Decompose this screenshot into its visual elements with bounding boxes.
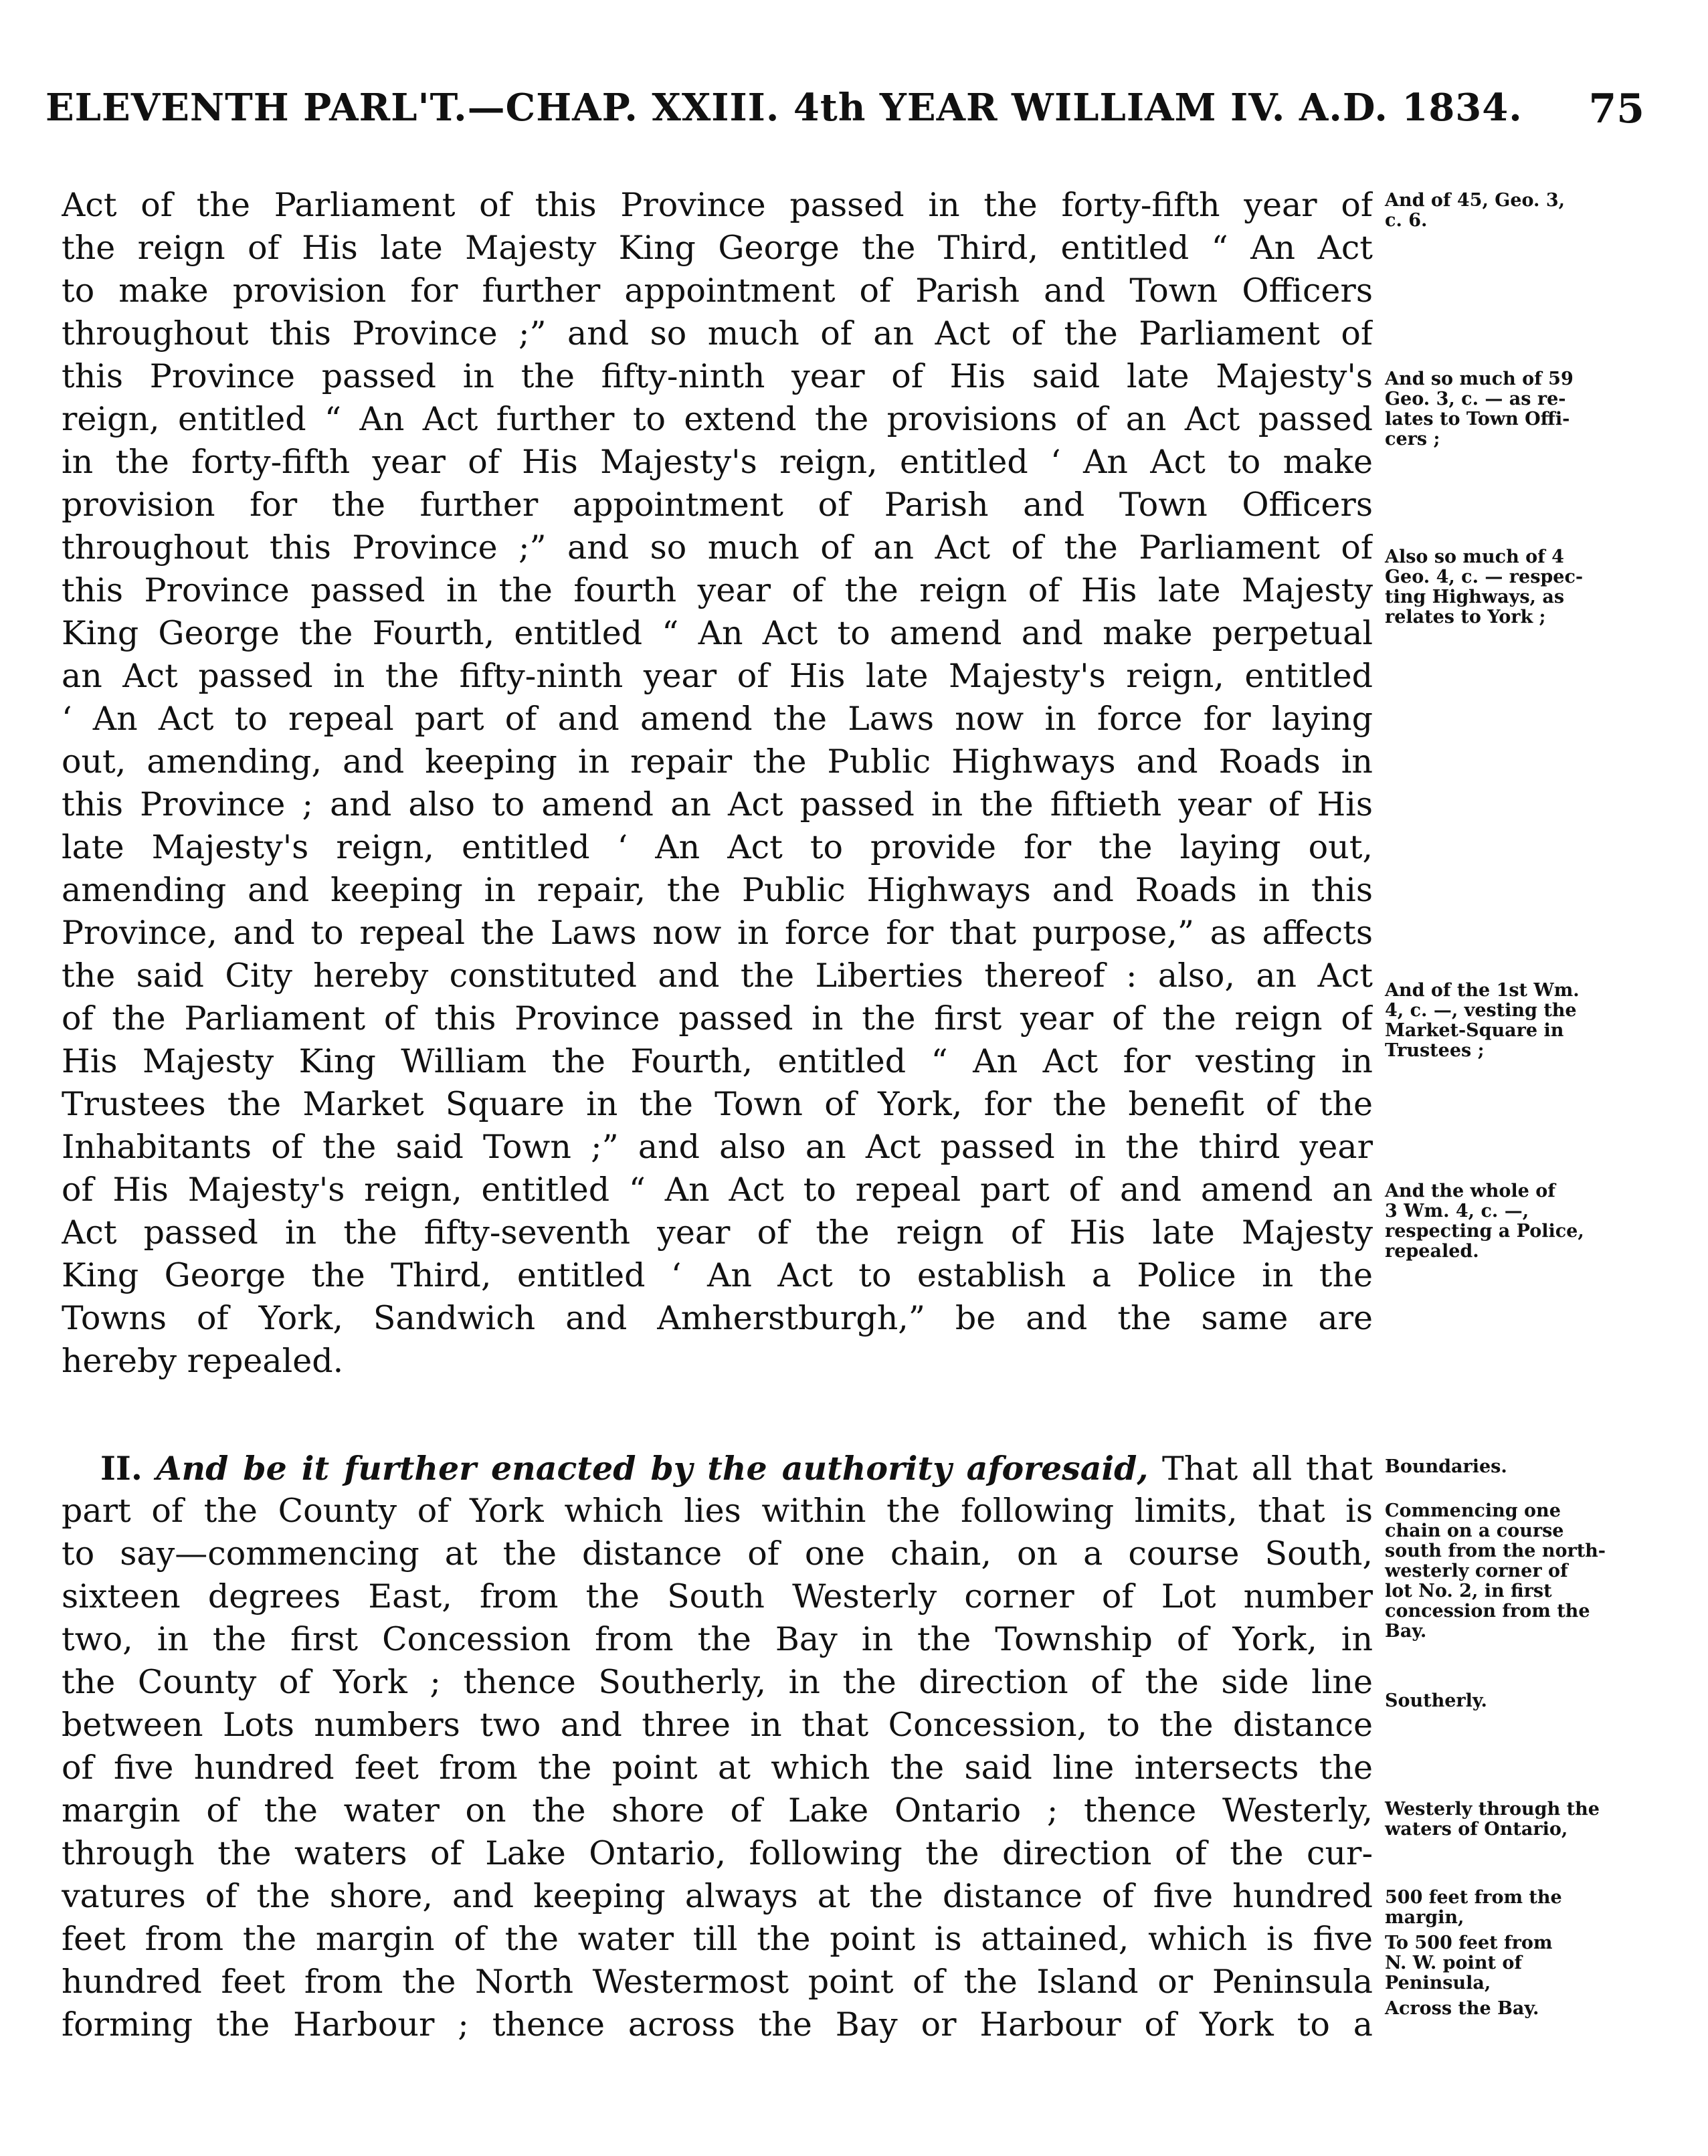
margin-note: Commencing one chain on a course south from the north- westerly corner of lot No. 2, in first concession from the Bay.: [1385, 1500, 1606, 1642]
text-line: this Province ; and also to amend an Act passed in the fiftieth year of His: [62, 785, 1373, 823]
margin-note: Also so much of 4 Geo. 4, c. — respec- ting Highways, as relates to York ;: [1385, 547, 1584, 627]
first-line-rest: That all that: [1162, 1450, 1373, 1488]
text-line: the said City hereby constituted and the Liberties thereof : also, an Act: [62, 957, 1373, 995]
margin-note: To 500 feet from N. W. point of Peninsula,: [1385, 1933, 1553, 1993]
section-2-first-line: [100, 1447, 1373, 1490]
text-line: forming the Harbour ; thence across the Bay or Harbour of York to a: [62, 2005, 1373, 2044]
text-line: in the forty-fifth year of His Majesty's reign, entitled ‘ An Act to make: [62, 443, 1373, 481]
text-line: hereby repealed.: [62, 1342, 344, 1380]
enacting-clause: And be it further enacted by the authority aforesaid,: [156, 1449, 1149, 1488]
text-line: to make provision for further appointment of Parish and Town Officers: [62, 272, 1373, 310]
margin-note: And the whole of 3 Wm. 4, c. —, respecting a Police, repealed.: [1385, 1181, 1584, 1262]
text-line: through the waters of Lake Ontario, following the direction of the cur-: [62, 1834, 1373, 1872]
text-line: King George the Third, entitled ‘ An Act to establish a Police in the: [62, 1256, 1373, 1294]
text-line: throughout this Province ;” and so much of an Act of the Parliament of: [62, 314, 1373, 353]
text-line: margin of the water on the shore of Lake Ontario ; thence Westerly,: [62, 1791, 1373, 1830]
text-line: amending and keeping in repair, the Public Highways and Roads in this: [62, 871, 1373, 909]
running-header: [45, 86, 1644, 146]
text-line: an Act passed in the fifty-ninth year of His late Majesty's reign, entitled: [62, 657, 1373, 695]
text-line: Province, and to repeal the Laws now in force for that purpose,” as affects: [62, 914, 1373, 952]
margin-note: And so much of 59 Geo. 3, c. — as re- lates to Town Offi- cers ;: [1385, 369, 1574, 450]
text-line: throughout this Province ;” and so much of an Act of the Parliament of: [62, 528, 1373, 567]
text-line: ‘ An Act to repeal part of and amend the Laws now in force for laying: [62, 700, 1373, 738]
text-line: out, amending, and keeping in repair the Public Highways and Roads in: [62, 743, 1373, 781]
text-line: two, in the first Concession from the Bay in the Township of York, in: [62, 1620, 1373, 1658]
text-line: of five hundred feet from the point at which the said line intersects the: [62, 1749, 1373, 1787]
text-line: Inhabitants of the said Town ;” and also an Act passed in the third year: [62, 1128, 1373, 1166]
page-number: 75: [1588, 86, 1644, 132]
margin-note: And of the 1st Wm. 4, c. —, vesting the Market-Square in Trustees ;: [1385, 980, 1580, 1061]
text-line: Act of the Parliament of this Province passed in the forty-fifth year of: [62, 186, 1373, 224]
header-title: ELEVENTH PARL'T.—CHAP. XXIII. 4th YEAR WILLIAM IV. A.D. 1834.: [45, 86, 1523, 130]
text-line: Act passed in the fifty-seventh year of the reign of His late Majesty: [62, 1213, 1373, 1252]
text-line: to say—commencing at the distance of one chain, on a course South,: [62, 1535, 1373, 1573]
text-line: reign, entitled “ An Act further to extend the provisions of an Act passed: [62, 400, 1373, 438]
margin-note: Southerly.: [1385, 1690, 1487, 1711]
text-line: of His Majesty's reign, entitled “ An Act to repeal part of and amend an: [62, 1171, 1373, 1209]
text-line: Towns of York, Sandwich and Amherstburgh,” be and the same are: [62, 1299, 1373, 1337]
margin-note: Boundaries.: [1385, 1456, 1507, 1477]
section-number: II.: [100, 1449, 143, 1488]
text-line: between Lots numbers two and three in that Concession, to the distance: [62, 1706, 1373, 1744]
text-line: late Majesty's reign, entitled ‘ An Act to provide for the laying out,: [62, 828, 1373, 866]
text-line: this Province passed in the fourth year of the reign of His late Majesty: [62, 571, 1373, 609]
text-line: provision for the further appointment of Parish and Town Officers: [62, 486, 1373, 524]
margin-note: 500 feet from the margin,: [1385, 1887, 1562, 1928]
margin-note: Across the Bay.: [1385, 1998, 1539, 2019]
text-line: part of the County of York which lies within the following limits, that is: [62, 1492, 1373, 1530]
margin-note: And of 45, Geo. 3, c. 6.: [1385, 190, 1565, 231]
text-line: feet from the margin of the water till the point is attained, which is five: [62, 1920, 1373, 1958]
margin-note: Westerly through the waters of Ontario,: [1385, 1799, 1600, 1840]
text-line: His Majesty King William the Fourth, entitled “ An Act for vesting in: [62, 1042, 1373, 1080]
text-line: the County of York ; thence Southerly, in the direction of the side line: [62, 1663, 1373, 1701]
text-line: Trustees the Market Square in the Town of York, for the benefit of the: [62, 1085, 1373, 1123]
text-line: of the Parliament of this Province passed in the first year of the reign of: [62, 999, 1373, 1038]
text-line: King George the Fourth, entitled “ An Act to amend and make perpetual: [62, 614, 1373, 652]
text-line: this Province passed in the fifty-ninth year of His said late Majesty's: [62, 357, 1373, 395]
text-line: hundred feet from the North Westermost point of the Island or Peninsula: [62, 1963, 1373, 2001]
text-line: sixteen degrees East, from the South Westerly corner of Lot number: [62, 1577, 1373, 1615]
text-line: vatures of the shore, and keeping always at the distance of five hundred: [62, 1877, 1373, 1915]
text-line: the reign of His late Majesty King George the Third, entitled “ An Act: [62, 229, 1373, 267]
